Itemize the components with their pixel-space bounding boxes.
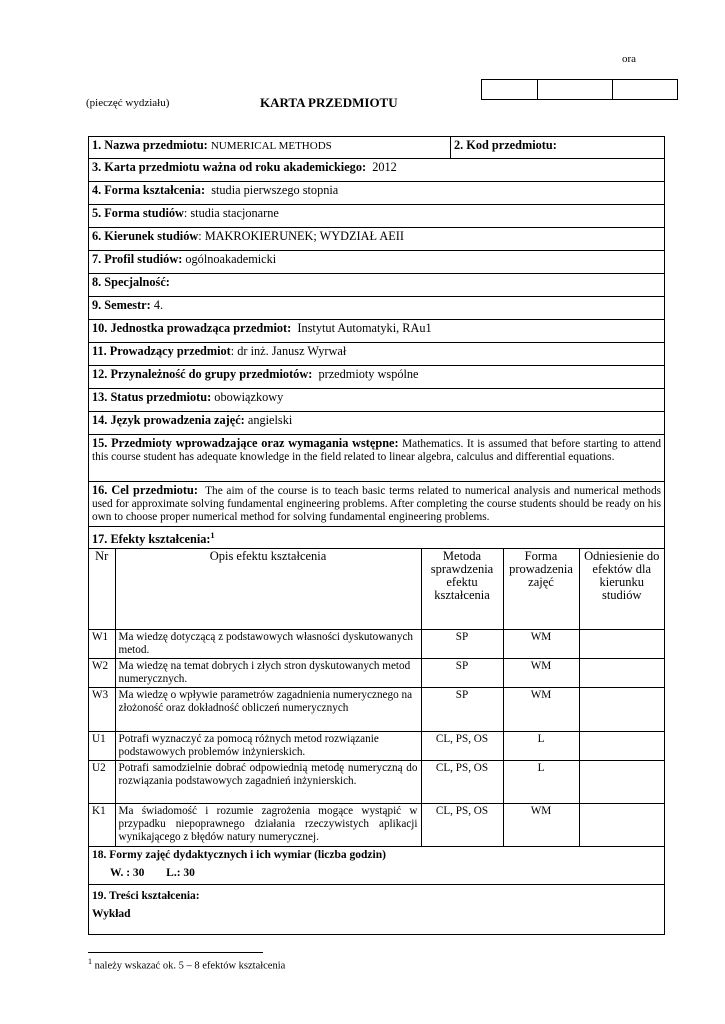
effect-method: SP: [421, 658, 503, 687]
row-education-form: [89, 182, 665, 205]
effect-form: WM: [503, 658, 579, 687]
effect-nr: U2: [89, 760, 115, 803]
effect-description: Ma wiedzę dotyczącą z podstawowych własności dyskutowanych metod.: [115, 629, 421, 658]
effect-reference: [579, 629, 664, 658]
education-form-label: 4. Forma kształcenia:: [92, 183, 206, 197]
effect-reference: [579, 687, 664, 731]
unit-label: 10. Jednostka prowadząca przedmiot:: [92, 321, 292, 335]
course-code-label: 2. Kod przedmiotu:: [454, 138, 557, 152]
effect-description: Ma wiedzę na temat dobrych i złych stron dyskutowanych metod numerycznych.: [115, 658, 421, 687]
valid-year-label: 3. Karta przedmiotu ważna od roku akademickiego:: [92, 160, 367, 174]
study-form-value: : studia stacjonarne: [183, 206, 279, 220]
header-method: Metoda sprawdzenia efektu kształcenia: [421, 549, 503, 629]
course-name-label: 1. Nazwa przedmiotu:: [92, 138, 208, 152]
effect-description: Ma świadomość i rozumie zagrożenia mogące wystąpić w przypadku niepoprawnego działania rzeczywistych aplikacji wynikającego z błędów natury numerycznej.: [115, 803, 421, 846]
specialty-label: 8. Specjalność:: [92, 275, 170, 289]
footnote-marker: 1: [88, 957, 92, 966]
row-prerequisites: [89, 435, 665, 482]
course-name-value: NUMERICAL METHODS: [210, 140, 332, 152]
lecturer-label: 11. Prowadzący przedmiot: [92, 344, 231, 358]
effect-nr: W1: [89, 629, 115, 658]
row-class-forms: [89, 847, 665, 885]
table-row: [89, 629, 664, 658]
subject-group-label: 12. Przynależność do grupy przedmiotów:: [92, 367, 313, 381]
effect-nr: U1: [89, 731, 115, 760]
language-value: angielski: [247, 413, 293, 427]
faculty-stamp-label: (pieczęć wydziału): [86, 97, 170, 109]
row-unit: [89, 320, 665, 343]
row-valid-year: [89, 159, 665, 182]
status-value: obowiązkowy: [214, 390, 284, 404]
effect-method: SP: [421, 687, 503, 731]
table-row: [89, 658, 664, 687]
effect-description: Potrafi samodzielnie dobrać odpowiednią metodę numeryczną do rozwiązania podstawowych zagadnień inżynierskich.: [115, 760, 421, 803]
code-cell-1: [482, 80, 538, 99]
course-card-table: [88, 136, 665, 935]
table-row: [89, 803, 664, 846]
effect-form: WM: [503, 803, 579, 846]
prerequisites-value: Mathematics. It is assumed that before starting to attend this course student has adequate knowledge in the field related to linear algebra, calculus and differential equations.: [92, 438, 661, 463]
footnote: [88, 957, 285, 972]
table-row: [89, 760, 664, 803]
profile-label: 7. Profil studiów:: [92, 252, 183, 266]
effect-form: L: [503, 731, 579, 760]
row-effects-heading: [89, 527, 665, 549]
lecturer-value: : dr inż. Janusz Wyrwał: [230, 344, 347, 358]
learning-effects-table: [89, 549, 664, 846]
effect-reference: [579, 658, 664, 687]
course-goal-label: 16. Cel przedmiotu:: [92, 483, 198, 497]
course-goal-value: The aim of the course is to teach basic terms related to numerical analysis and numerical methods used for approximate solving fundamental engineering problems. After completing the course students should be ready on his own to choose proper numerical method for solving fundamental engineering problems.: [92, 485, 661, 523]
status-label: 13. Status przedmiotu:: [92, 390, 212, 404]
row-language: [89, 412, 665, 435]
row-course-content: [89, 885, 665, 935]
effect-reference: [579, 803, 664, 846]
row-status: [89, 389, 665, 412]
effect-nr: K1: [89, 803, 115, 846]
valid-year-value: 2012: [372, 160, 397, 174]
lab-hours: L.: 30: [166, 867, 195, 880]
row-course-goal: [89, 482, 665, 527]
code-cell-2: [538, 80, 612, 99]
row-profile: [89, 251, 665, 274]
corner-text: ora: [622, 53, 637, 65]
effect-description: Ma wiedzę o wpływie parametrów zagadnienia numerycznego na złożoność oraz dokładność obliczeń numerycznych: [115, 687, 421, 731]
row-course-name: [89, 137, 665, 159]
row-lecturer: [89, 343, 665, 366]
row-study-form: [89, 205, 665, 228]
header-nr: Nr: [89, 549, 115, 629]
row-subject-group: [89, 366, 665, 389]
header-description: Opis efektu kształcenia: [115, 549, 421, 629]
effect-nr: W2: [89, 658, 115, 687]
effect-form: WM: [503, 687, 579, 731]
table-row: [89, 687, 664, 731]
table-row: [89, 731, 664, 760]
footnote-divider: [88, 952, 263, 953]
effect-reference: [579, 731, 664, 760]
effects-footnote-ref: 1: [210, 531, 215, 540]
code-cell-3: [613, 80, 677, 99]
semester-label: 9. Semestr:: [92, 298, 151, 312]
semester-value: 4.: [153, 298, 164, 312]
subject-group-value: przedmioty wspólne: [318, 367, 419, 381]
row-effects-table: [89, 549, 665, 847]
study-form-label: 5. Forma studiów: [92, 206, 184, 220]
effects-header-row: [89, 549, 664, 629]
field-of-study-value: : MAKROKIERUNEK; WYDZIAŁ AEII: [198, 229, 404, 243]
effect-nr: W3: [89, 687, 115, 731]
unit-value: Instytut Automatyki, RAu1: [297, 321, 432, 335]
lecture-hours: W. : 30: [110, 867, 145, 880]
effect-method: SP: [421, 629, 503, 658]
subject-code-box: [481, 79, 678, 100]
effect-reference: [579, 760, 664, 803]
effect-description: Potrafi wyznaczyć za pomocą różnych metod rozwiązanie podstawowych problemów inżynierskich.: [115, 731, 421, 760]
header-form: Forma prowadzenia zajęć: [503, 549, 579, 629]
field-of-study-label: 6. Kierunek studiów: [92, 229, 199, 243]
row-semester: [89, 297, 665, 320]
class-forms-label: 18. Formy zajęć dydaktycznych i ich wymiar (liczba godzin): [92, 849, 386, 862]
row-specialty: [89, 274, 665, 297]
effect-method: CL, PS, OS: [421, 760, 503, 803]
effect-method: CL, PS, OS: [421, 731, 503, 760]
profile-value: ogólnoakademicki: [185, 252, 277, 266]
effects-label: 17. Efekty kształcenia:: [92, 532, 211, 547]
header-reference: Odniesienie do efektów dla kierunku studiów: [579, 549, 664, 629]
lecture-subheading: Wykład: [92, 908, 131, 921]
course-content-label: 19. Treści kształcenia:: [92, 890, 200, 903]
document-title: KARTA PRZEDMIOTU: [260, 95, 398, 110]
prerequisites-label: 15. Przedmioty wprowadzające oraz wymagania wstępne:: [92, 436, 399, 450]
education-form-value: studia pierwszego stopnia: [211, 183, 339, 197]
footnote-text: należy wskazać ok. 5 – 8 efektów kształcenia: [92, 960, 286, 972]
effect-method: CL, PS, OS: [421, 803, 503, 846]
effect-form: WM: [503, 629, 579, 658]
language-label: 14. Język prowadzenia zajęć:: [92, 413, 245, 427]
effect-form: L: [503, 760, 579, 803]
row-field-of-study: [89, 228, 665, 251]
